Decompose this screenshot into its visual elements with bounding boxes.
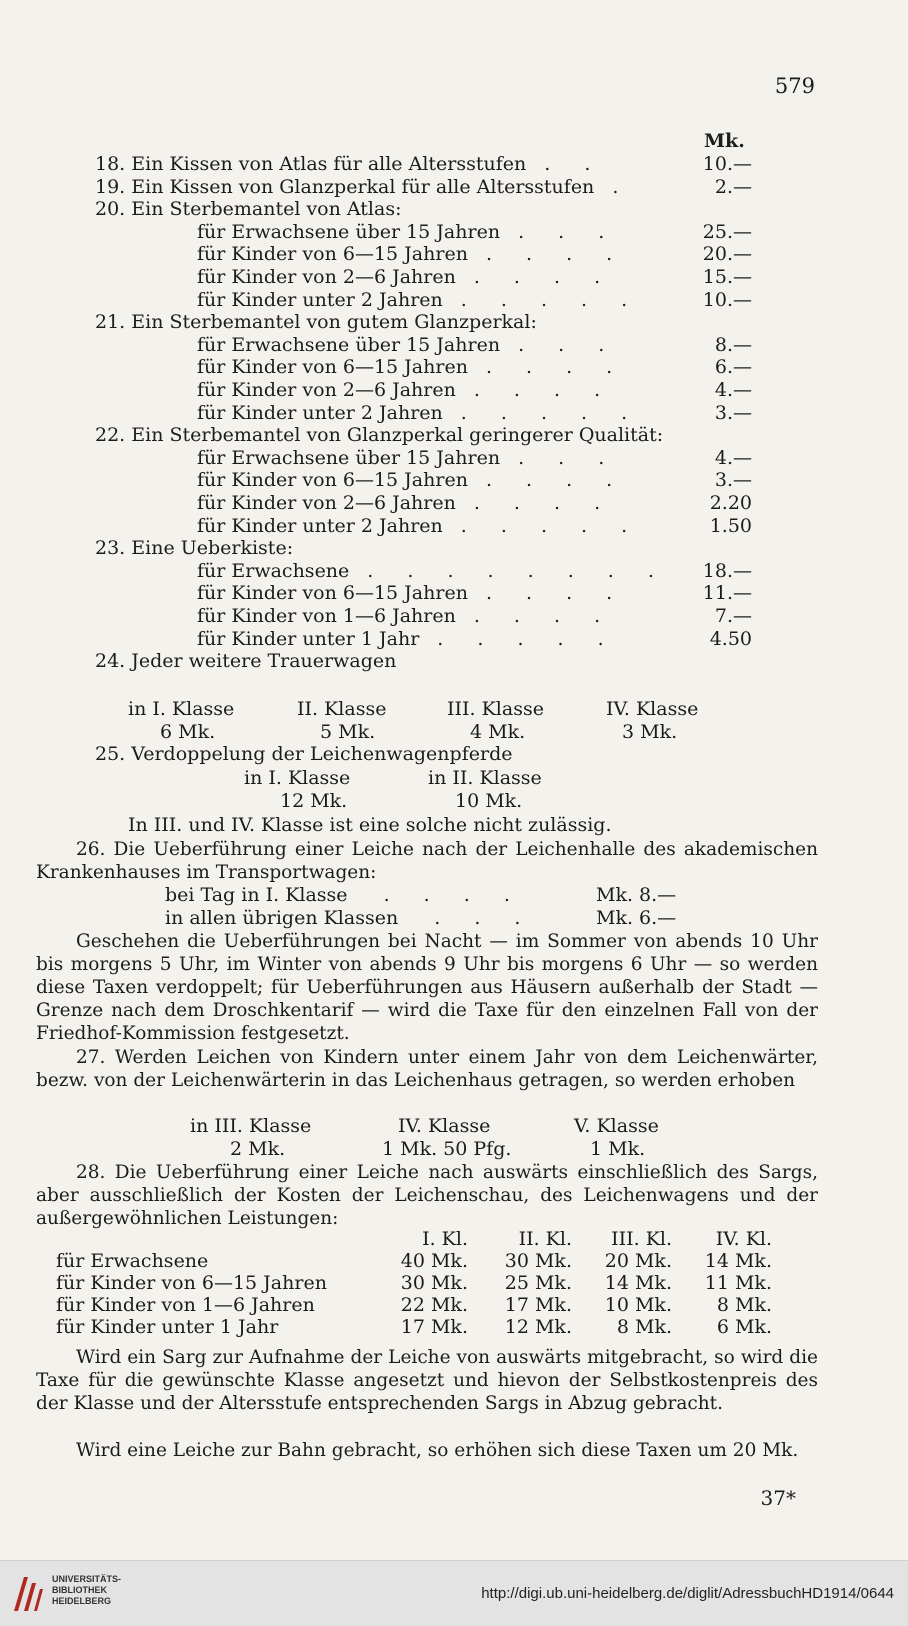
item27-class-3: V. Klasse: [574, 1115, 659, 1137]
item25-class-2: in II. Klasse: [428, 767, 542, 789]
price-subitem: [197, 515, 641, 538]
price-subitem: [197, 447, 618, 470]
table-cell: 8 Mk.: [616, 1316, 672, 1338]
price-subitem: [197, 221, 618, 244]
item-price: 4.50: [709, 627, 752, 650]
price-item: [95, 311, 537, 334]
table-cell: 8 Mk.: [716, 1294, 772, 1316]
table-header-row: [56, 1228, 772, 1250]
item28-rail-rule: Wird eine Leiche zur Bahn gebracht, so erhöhen sich diese Taxen um 20 Mk.: [76, 1440, 799, 1461]
table-cell: für Kinder von 6—15 Jahren: [56, 1272, 327, 1294]
table-header: II. Kl.: [518, 1228, 572, 1250]
table-cell: 17 Mk.: [504, 1294, 572, 1316]
item-price: 1.50: [709, 514, 752, 537]
table-cell: 40 Mk.: [400, 1250, 468, 1272]
price-subitem: [197, 492, 614, 515]
leader-dots: . . . . . . . .: [367, 559, 668, 582]
table-header: [56, 1228, 396, 1250]
table-row: [56, 1294, 772, 1316]
table-cell: 10 Mk.: [604, 1294, 672, 1316]
price-subitem: [197, 289, 641, 312]
library-name-line: HEIDELBERG: [52, 1596, 112, 1606]
item-label: für Kinder von 2—6 Jahren: [197, 492, 456, 514]
item26-value-1: Mk. 8.—: [596, 884, 677, 906]
item24-class-4: IV. Klasse: [606, 698, 699, 720]
price-item: [95, 198, 401, 221]
library-name-line: BIBLIOTHEK: [52, 1585, 107, 1595]
item-price: 3.—: [714, 401, 752, 424]
item-label: für Kinder unter 2 Jahren: [197, 401, 443, 424]
item-price: 11.—: [702, 582, 752, 605]
table-cell: 25 Mk.: [504, 1272, 572, 1294]
table-cell: 30 Mk.: [504, 1250, 572, 1272]
item-label: für Kinder unter 2 Jahren: [197, 288, 443, 311]
item-label: 24. Jeder weitere Trauerwagen: [95, 650, 397, 673]
price-subitem: [197, 402, 641, 425]
price-subitem: [197, 356, 626, 379]
item27-text: 27. Werden Leichen von Kindern unter einem Jahr von dem Leichenwärter, bezw. von der Leichenwärterin in das Leichenhaus getragen, so werden erhoben: [36, 1047, 818, 1091]
item-label: für Kinder von 2—6 Jahren: [197, 379, 456, 401]
table-cell: 14 Mk.: [604, 1272, 672, 1294]
leader-dots: . . .: [518, 333, 619, 356]
item25-class-1: in I. Klasse: [244, 767, 351, 789]
leader-dots: . . . .: [473, 605, 615, 627]
item-label: für Kinder von 6—15 Jahren: [197, 243, 468, 266]
item27-price-1: 2 Mk.: [230, 1138, 286, 1160]
price-item: [95, 153, 604, 176]
item-label: 21. Ein Sterbemantel von gutem Glanzperkal:: [95, 311, 537, 334]
leader-dots: . . . . .: [460, 401, 642, 424]
price-subitem: [197, 582, 626, 605]
item27-class-2: IV. Klasse: [398, 1115, 491, 1137]
table-cell: 20 Mk.: [604, 1250, 672, 1272]
table-cell: 17 Mk.: [400, 1316, 468, 1338]
item25-price-2: 10 Mk.: [455, 790, 523, 812]
page-number: 579: [774, 74, 815, 98]
table-header: III. Kl.: [611, 1228, 672, 1250]
item-label: für Kinder von 2—6 Jahren: [197, 266, 456, 288]
item-label: für Kinder unter 2 Jahren: [197, 514, 443, 537]
leader-dots: . . . .: [473, 266, 615, 288]
price-item: [95, 176, 632, 199]
leader-dots: . .: [544, 153, 605, 175]
item24-class-1: in I. Klasse: [128, 698, 235, 720]
item-price: 3.—: [714, 469, 752, 492]
table-cell: für Kinder unter 1 Jahr: [56, 1316, 279, 1338]
leader-dots: . . . .: [485, 469, 627, 492]
item27-price-2: 1 Mk. 50 Pfg.: [382, 1138, 512, 1160]
item24-price-3: 4 Mk.: [470, 721, 526, 743]
item25-price-1: 12 Mk.: [280, 790, 348, 812]
item-price: 10.—: [702, 153, 752, 175]
item-label: 19. Ein Kissen von Glanzperkal für alle Altersstufen: [95, 175, 595, 198]
leader-dots: . . .: [518, 220, 619, 243]
source-url-link[interactable]: http://digi.ub.uni-heidelberg.de/diglit/AdressbuchHD1914/0644: [481, 1585, 894, 1602]
leader-dots: . . .: [518, 446, 619, 469]
table-header: I. Kl.: [422, 1228, 468, 1250]
item-label: 18. Ein Kissen von Atlas für alle Altersstufen: [95, 153, 527, 175]
leader-dots: . . . .: [473, 379, 615, 401]
item-price: 4.—: [714, 379, 752, 401]
item-label: 20. Ein Sterbemantel von Atlas:: [95, 198, 402, 221]
item26-row-1: bei Tag in I. Klasse . . . .: [165, 884, 524, 906]
item-label: für Kinder von 6—15 Jahren: [197, 582, 468, 605]
item28-own-coffin-rule: Wird ein Sarg zur Aufnahme der Leiche von auswärts mitgebracht, so wird die Taxe für die gewünschte Klasse angesetzt und hievon der Selbstkostenpreis des der Klasse und der Altersstufe entsprechenden Sargs in Abzug gebracht.: [36, 1347, 818, 1414]
table-row: [56, 1250, 772, 1272]
table-cell: 11 Mk.: [704, 1272, 772, 1294]
price-subitem: [197, 379, 614, 402]
price-subitem: [197, 628, 618, 651]
price-subitem: [197, 469, 626, 492]
item26-night-rule: Geschehen die Ueberführungen bei Nacht — im Sommer von abends 10 Uhr bis morgens 5 Uhr, im Winter von abends 9 Uhr bis morgens 6 Uhr — so werden diese Taxen verdoppelt; für Ueberführungen aus Häusern außerhalb der Stadt — Grenze nach dem Droschkentarif — wird die Taxe für den einzelnen Fall von der Friedhof-Kommission festgesetzt.: [36, 931, 818, 1044]
price-subitem: [197, 560, 668, 583]
item-label: für Kinder unter 1 Jahr: [197, 627, 420, 650]
sheet-signature: 37*: [760, 1486, 796, 1510]
table-cell: für Erwachsene: [56, 1250, 209, 1272]
price-subitem: [197, 605, 614, 628]
item-price: 8.—: [714, 333, 752, 356]
item-price: 18.—: [702, 559, 752, 582]
leader-dots: . . . .: [485, 243, 627, 266]
item-label: für Erwachsene über 15 Jahren: [197, 446, 501, 469]
item24-class-2: II. Klasse: [297, 698, 387, 720]
item26-text: 26. Die Ueberführung einer Leiche nach der Leichenhalle des akademischen Krankenhauses im Transportwagen:: [36, 839, 818, 883]
leader-dots: .: [612, 175, 633, 198]
item-price: 4.—: [714, 446, 752, 469]
leader-dots: . . . .: [485, 356, 627, 379]
item-price: 10.—: [702, 288, 752, 311]
price-item: [95, 424, 663, 447]
item28-text: 28. Die Ueberführung einer Leiche nach auswärts einschließlich des Sargs, aber ausschließlich der Kosten der Leichenschau, des Leichenwagens und der außergewöhnlichen Leistungen:: [36, 1162, 818, 1229]
table-cell: 14 Mk.: [704, 1250, 772, 1272]
item-label: 22. Ein Sterbemantel von Glanzperkal geringerer Qualität:: [95, 424, 664, 447]
item-price: 6.—: [714, 356, 752, 379]
leader-dots: . . . . .: [460, 514, 642, 537]
item-price: 15.—: [702, 266, 752, 288]
item27-price-3: 1 Mk.: [590, 1138, 646, 1160]
item24-price-4: 3 Mk.: [622, 721, 678, 743]
price-item: [95, 650, 396, 673]
table-cell: 12 Mk.: [504, 1316, 572, 1338]
leader-dots: . . . . .: [460, 288, 642, 311]
table-cell: 30 Mk.: [400, 1272, 468, 1294]
item-price: 2.20: [709, 492, 752, 514]
item25-note: In III. und IV. Klasse ist eine solche nicht zulässig.: [128, 814, 612, 836]
price-item: [95, 537, 293, 560]
library-logo-icon: [10, 1571, 46, 1615]
item-price: 25.—: [702, 220, 752, 243]
item24-price-2: 5 Mk.: [320, 721, 376, 743]
item-label: für Kinder von 6—15 Jahren: [197, 356, 468, 379]
item-price: 7.—: [714, 605, 752, 627]
item25-title: 25. Verdoppelung der Leichenwagenpferde: [95, 743, 513, 765]
item-label: 23. Eine Ueberkiste:: [95, 537, 294, 560]
price-subitem: [197, 334, 618, 357]
item26-value-2: Mk. 6.—: [596, 907, 677, 929]
table-cell: für Kinder von 1—6 Jahren: [56, 1294, 315, 1316]
leader-dots: . . . . .: [437, 627, 618, 650]
item24-price-1: 6 Mk.: [160, 721, 216, 743]
price-subitem: [197, 266, 614, 289]
table-cell: 22 Mk.: [400, 1294, 468, 1316]
currency-header: Mk.: [704, 130, 745, 152]
item24-class-3: III. Klasse: [447, 698, 544, 720]
table-cell: 6 Mk.: [716, 1316, 772, 1338]
item-price: 2.—: [714, 175, 752, 198]
table-header: IV. Kl.: [715, 1228, 772, 1250]
library-name: [52, 1574, 121, 1607]
item27-class-1: in III. Klasse: [190, 1115, 312, 1137]
item28-price-table: [56, 1228, 772, 1338]
table-row: [56, 1316, 772, 1338]
leader-dots: . . . .: [485, 582, 627, 605]
table-row: [56, 1272, 772, 1294]
item-label: für Kinder von 6—15 Jahren: [197, 469, 468, 492]
item-price: 20.—: [702, 243, 752, 266]
item-label: für Erwachsene über 15 Jahren: [197, 220, 501, 243]
viewer-footer: [0, 1560, 908, 1626]
leader-dots: . . . .: [473, 492, 615, 514]
item-label: für Kinder von 1—6 Jahren: [197, 605, 456, 627]
item26-row-2: in allen übrigen Klassen . . .: [165, 907, 535, 929]
item-label: für Erwachsene über 15 Jahren: [197, 333, 501, 356]
library-name-line: UNIVERSITÄTS-: [52, 1574, 122, 1584]
price-subitem: [197, 243, 626, 266]
item-label: für Erwachsene: [197, 559, 350, 582]
